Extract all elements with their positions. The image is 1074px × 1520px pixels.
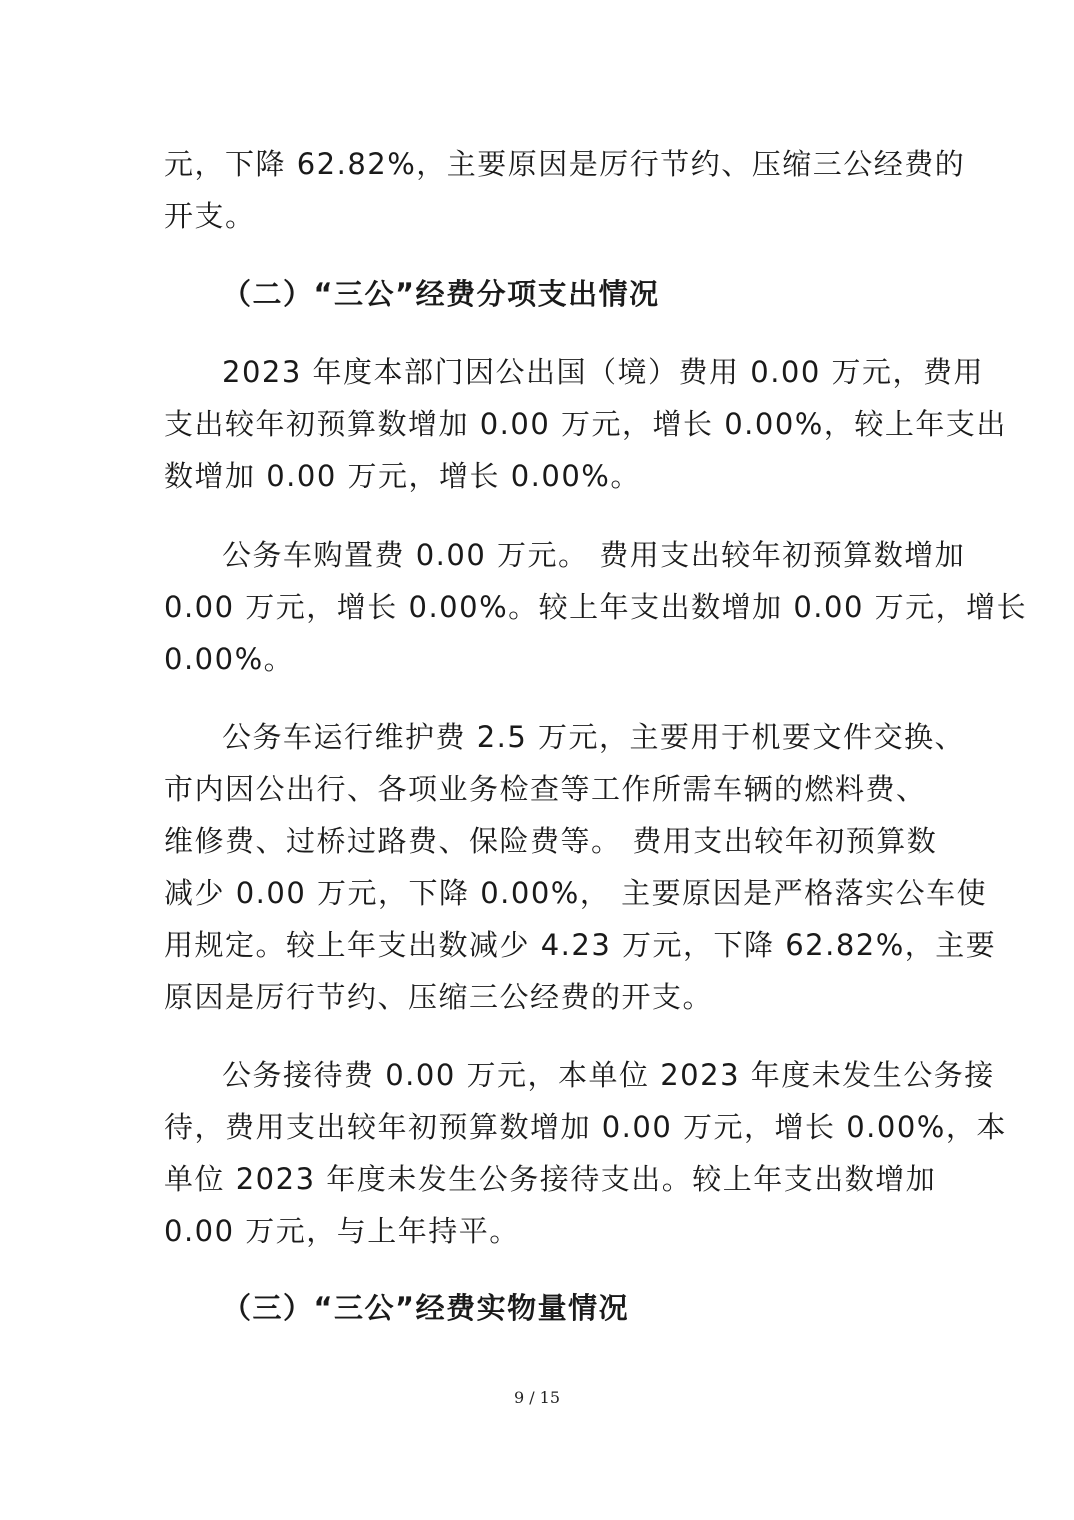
paragraph-line: 市内因公出行、各项业务检查等工作所需车辆的燃料费、 — [164, 772, 927, 806]
paragraph-line: 0.00%。 — [164, 642, 295, 676]
page-number: 9 / 15 — [513, 1388, 561, 1407]
paragraph-line: 支出较年初预算数增加 0.00 万元，增长 0.00%，较上年支出 — [164, 407, 1007, 441]
paragraph-line: 公务车运行维护费 2.5 万元，主要用于机要文件交换、 — [222, 720, 966, 754]
paragraph-line: 待，费用支出较年初预算数增加 0.00 万元，增长 0.00%，本 — [164, 1110, 1007, 1144]
paragraph-line: 公务车购置费 0.00 万元。 费用支出较年初预算数增加 — [222, 538, 966, 572]
section-heading-3: （三）“三公”经费实物量情况 — [222, 1291, 630, 1325]
paragraph-line: 公务接待费 0.00 万元，本单位 2023 年度未发生公务接 — [222, 1058, 995, 1092]
paragraph-line: 减少 0.00 万元，下降 0.00%， 主要原因是严格落实公车使 — [164, 876, 988, 910]
paragraph-line: 元，下降 62.82%，主要原因是厉行节约、压缩三公经费的 — [164, 147, 966, 181]
paragraph-line: 0.00 万元，与上年持平。 — [164, 1214, 520, 1248]
paragraph-line: 数增加 0.00 万元，增长 0.00%。 — [164, 459, 641, 493]
paragraph-line: 0.00 万元，增长 0.00%。较上年支出数增加 0.00 万元，增长 — [164, 590, 1028, 624]
paragraph-line: 单位 2023 年度未发生公务接待支出。较上年支出数增加 — [164, 1162, 937, 1196]
paragraph-line: 2023 年度本部门因公出国（境）费用 0.00 万元，费用 — [222, 355, 985, 389]
section-heading-2: （二）“三公”经费分项支出情况 — [222, 277, 660, 311]
paragraph-line: 开支。 — [164, 199, 256, 233]
paragraph-line: 原因是厉行节约、压缩三公经费的开支。 — [164, 980, 714, 1014]
paragraph-line: 维修费、过桥过路费、保险费等。 费用支出较年初预算数 — [164, 824, 938, 858]
paragraph-line: 用规定。较上年支出数减少 4.23 万元，下降 62.82%，主要 — [164, 928, 997, 962]
